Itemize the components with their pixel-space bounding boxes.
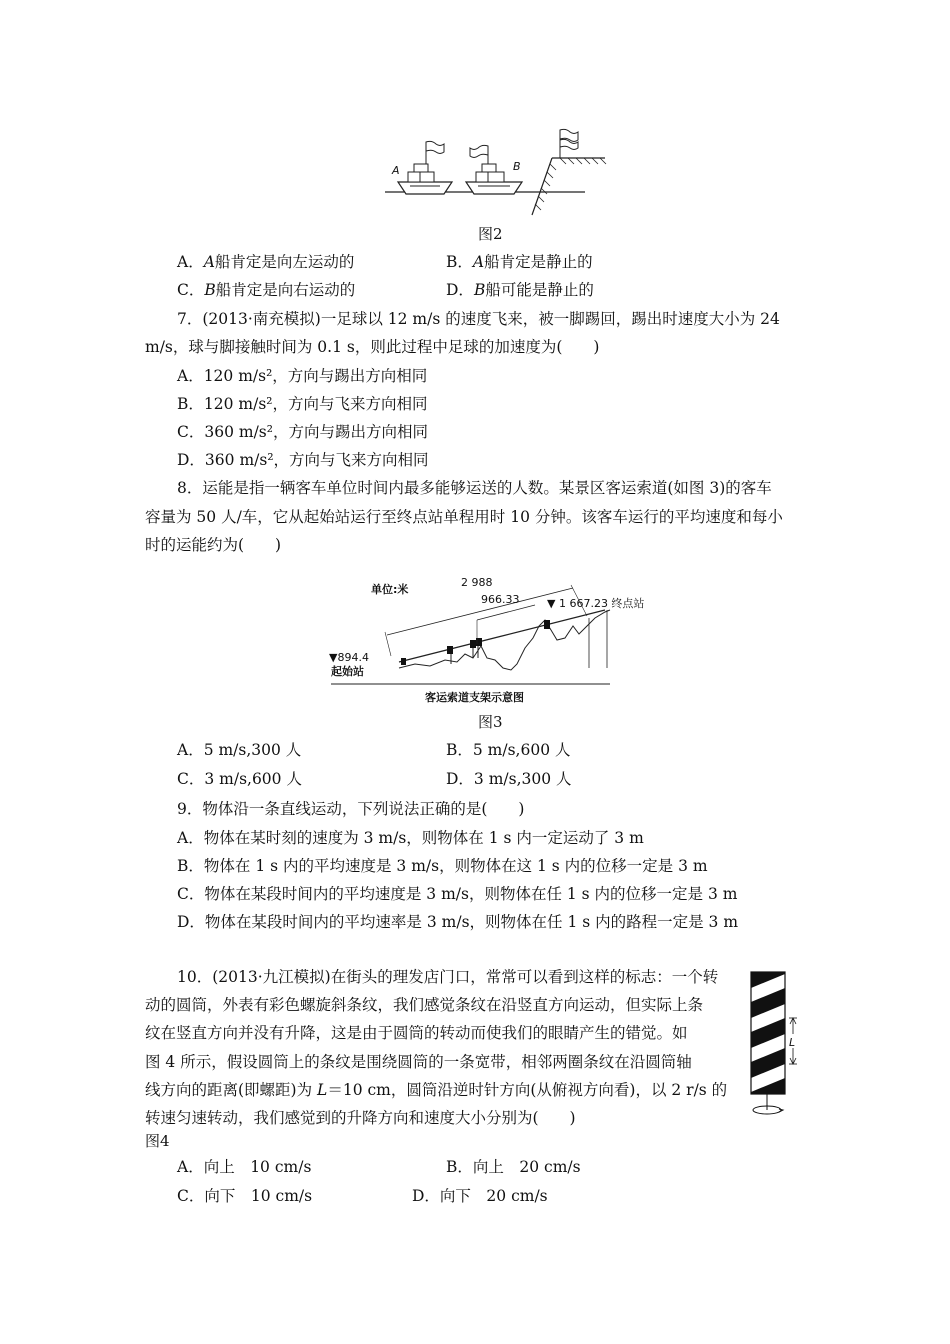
q9-stem: 9．物体沿一条直线运动，下列说法正确的是( ): [177, 800, 525, 818]
q6-option-d-text: 船可能是静止的: [485, 281, 594, 299]
q6-option-b-prefix: B．: [446, 253, 473, 271]
q8-option-a[interactable]: A．5 m/s,300 人: [177, 741, 302, 759]
q9-option-c[interactable]: C．物体在某段时间内的平均速度是 3 m/s，则物体在任 1 s 内的位移一定是 3 m: [177, 885, 738, 903]
q6-option-a[interactable]: [177, 252, 354, 272]
q10-line-5-symbol: L: [317, 1081, 328, 1099]
q10-stem-line-2: 动的圆筒，外表有彩色螺旋斜条纹，我们感觉条纹在沿竖直方向运动，但实际上条: [145, 996, 704, 1014]
fig3-start-altitude: ▼894.4: [329, 651, 369, 664]
tower-1: [401, 658, 406, 665]
q8-stem-line-1: 8．运能是指一辆客车单位时间内最多能够运送的人数。某景区客运索道(如图 3)的客车: [177, 479, 772, 497]
boat-a-label: A: [392, 164, 400, 177]
q7-option-b[interactable]: B．120 m/s²，方向与飞来方向相同: [177, 395, 428, 413]
q6-option-c-text: 船肯定是向右运动的: [215, 281, 356, 299]
q8-option-d[interactable]: D．3 m/s,300 人: [446, 770, 572, 788]
q6-option-d-prefix: D．: [446, 281, 474, 299]
q10-stem-line-1: 10．(2013·九江模拟)在街头的理发店门口，常常可以看到这样的标志：一个转: [177, 968, 719, 986]
boat-a: [391, 141, 452, 194]
q6-option-a-prefix: A．: [177, 253, 204, 271]
q6-option-c-prefix: C．: [177, 281, 205, 299]
figure-2-boats: [380, 120, 620, 220]
q7-option-a[interactable]: A．120 m/s²，方向与踢出方向相同: [177, 367, 428, 385]
q6-option-b[interactable]: [446, 252, 593, 272]
q10-option-a[interactable]: A．向上 10 cm/s: [177, 1158, 312, 1176]
q10-line-5-pre: 线方向的距离(即螺距)为: [145, 1081, 318, 1099]
q10-stem-line-4: 图 4 所示，假设圆筒上的条纹是围绕圆筒的一条宽带，相邻两圈条纹在沿圆筒轴: [145, 1053, 692, 1071]
q7-stem-line-1: 7．(2013·南充模拟)一足球以 12 m/s 的速度飞来，被一脚踢回，踢出时速度大小为 24: [177, 310, 780, 328]
fig4-label-l: L: [789, 1036, 796, 1049]
boat-b-label: B: [513, 160, 521, 173]
fig3-end-station: ▼ 1 667.23 终点站: [547, 597, 645, 610]
q8-stem-line-3: 时的运能约为( ): [145, 536, 282, 554]
q6-option-a-symbol: A: [203, 253, 215, 271]
figure-2-caption: 图2: [478, 225, 503, 243]
q6-option-d-symbol: B: [473, 281, 486, 299]
tower-3: [470, 640, 476, 648]
q6-option-b-text: 船肯定是静止的: [484, 253, 593, 271]
q6-option-b-symbol: A: [472, 253, 485, 271]
q10-option-c[interactable]: C．向下 10 cm/s: [177, 1187, 313, 1205]
q10-stem-line-3: 纹在竖直方向并没有升降，这是由于圆筒的转动而使我们的眼睛产生的错觉。如: [145, 1024, 688, 1042]
q6-option-c[interactable]: [177, 280, 355, 300]
q8-option-b[interactable]: B．5 m/s,600 人: [446, 741, 571, 759]
figure-3-caption: 图3: [478, 713, 503, 731]
q7-option-d[interactable]: D．360 m/s²，方向与飞来方向相同: [177, 451, 429, 469]
figure-4-caption: 图4: [145, 1132, 170, 1150]
q6-option-a-text: 船肯定是向左运动的: [214, 253, 355, 271]
q6-option-d[interactable]: [446, 280, 594, 300]
q10-line-5-post: ＝10 cm，圆筒沿逆时针方向(从俯视方向看)，以 2 r/s 的: [327, 1081, 728, 1099]
fig3-unit: 单位:米: [371, 583, 409, 596]
q6-option-c-symbol: B: [204, 281, 216, 299]
q9-option-b[interactable]: B．物体在 1 s 内的平均速度是 3 m/s，则物体在这 1 s 内的位移一定是 3 m: [177, 857, 708, 875]
shore: [532, 129, 606, 215]
q10-stem-line-6: 转速匀速转动，我们感觉到的升降方向和速度大小分别为( ): [145, 1109, 576, 1127]
tower-2: [447, 646, 453, 654]
q10-stem-line-5: [145, 1080, 727, 1100]
fig3-height-diff: 966.33: [481, 593, 520, 606]
q9-option-a[interactable]: A．物体在某时刻的速度为 3 m/s，则物体在 1 s 内一定运动了 3 m: [177, 829, 644, 847]
q7-stem-line-2: m/s，球与脚接触时间为 0.1 s，则此过程中足球的加速度为( ): [145, 338, 600, 356]
q9-option-d[interactable]: D．物体在某段时间内的平均速率是 3 m/s，则物体在任 1 s 内的路程一定是 3 m: [177, 913, 739, 931]
q10-option-d[interactable]: D．向下 20 cm/s: [412, 1187, 548, 1205]
q8-stem-line-2: 容量为 50 人/车，它从起始站运行至终点站单程用时 10 分钟。该客车运行的平均速度和每小: [145, 508, 783, 526]
fig3-title: 客运索道支架示意图: [425, 691, 524, 704]
figure-3-ropeway-diagram: [325, 560, 645, 710]
q10-option-b[interactable]: B．向上 20 cm/s: [446, 1158, 581, 1176]
tower-5: [544, 620, 550, 629]
boat-b: [466, 145, 522, 194]
fig3-length: 2 988: [461, 576, 493, 589]
q8-option-c[interactable]: C．3 m/s,600 人: [177, 770, 302, 788]
figure-4-barber-pole: [745, 968, 805, 1118]
q7-option-c[interactable]: C．360 m/s²，方向与踢出方向相同: [177, 423, 428, 441]
fig3-start-station: 起始站: [331, 665, 364, 678]
